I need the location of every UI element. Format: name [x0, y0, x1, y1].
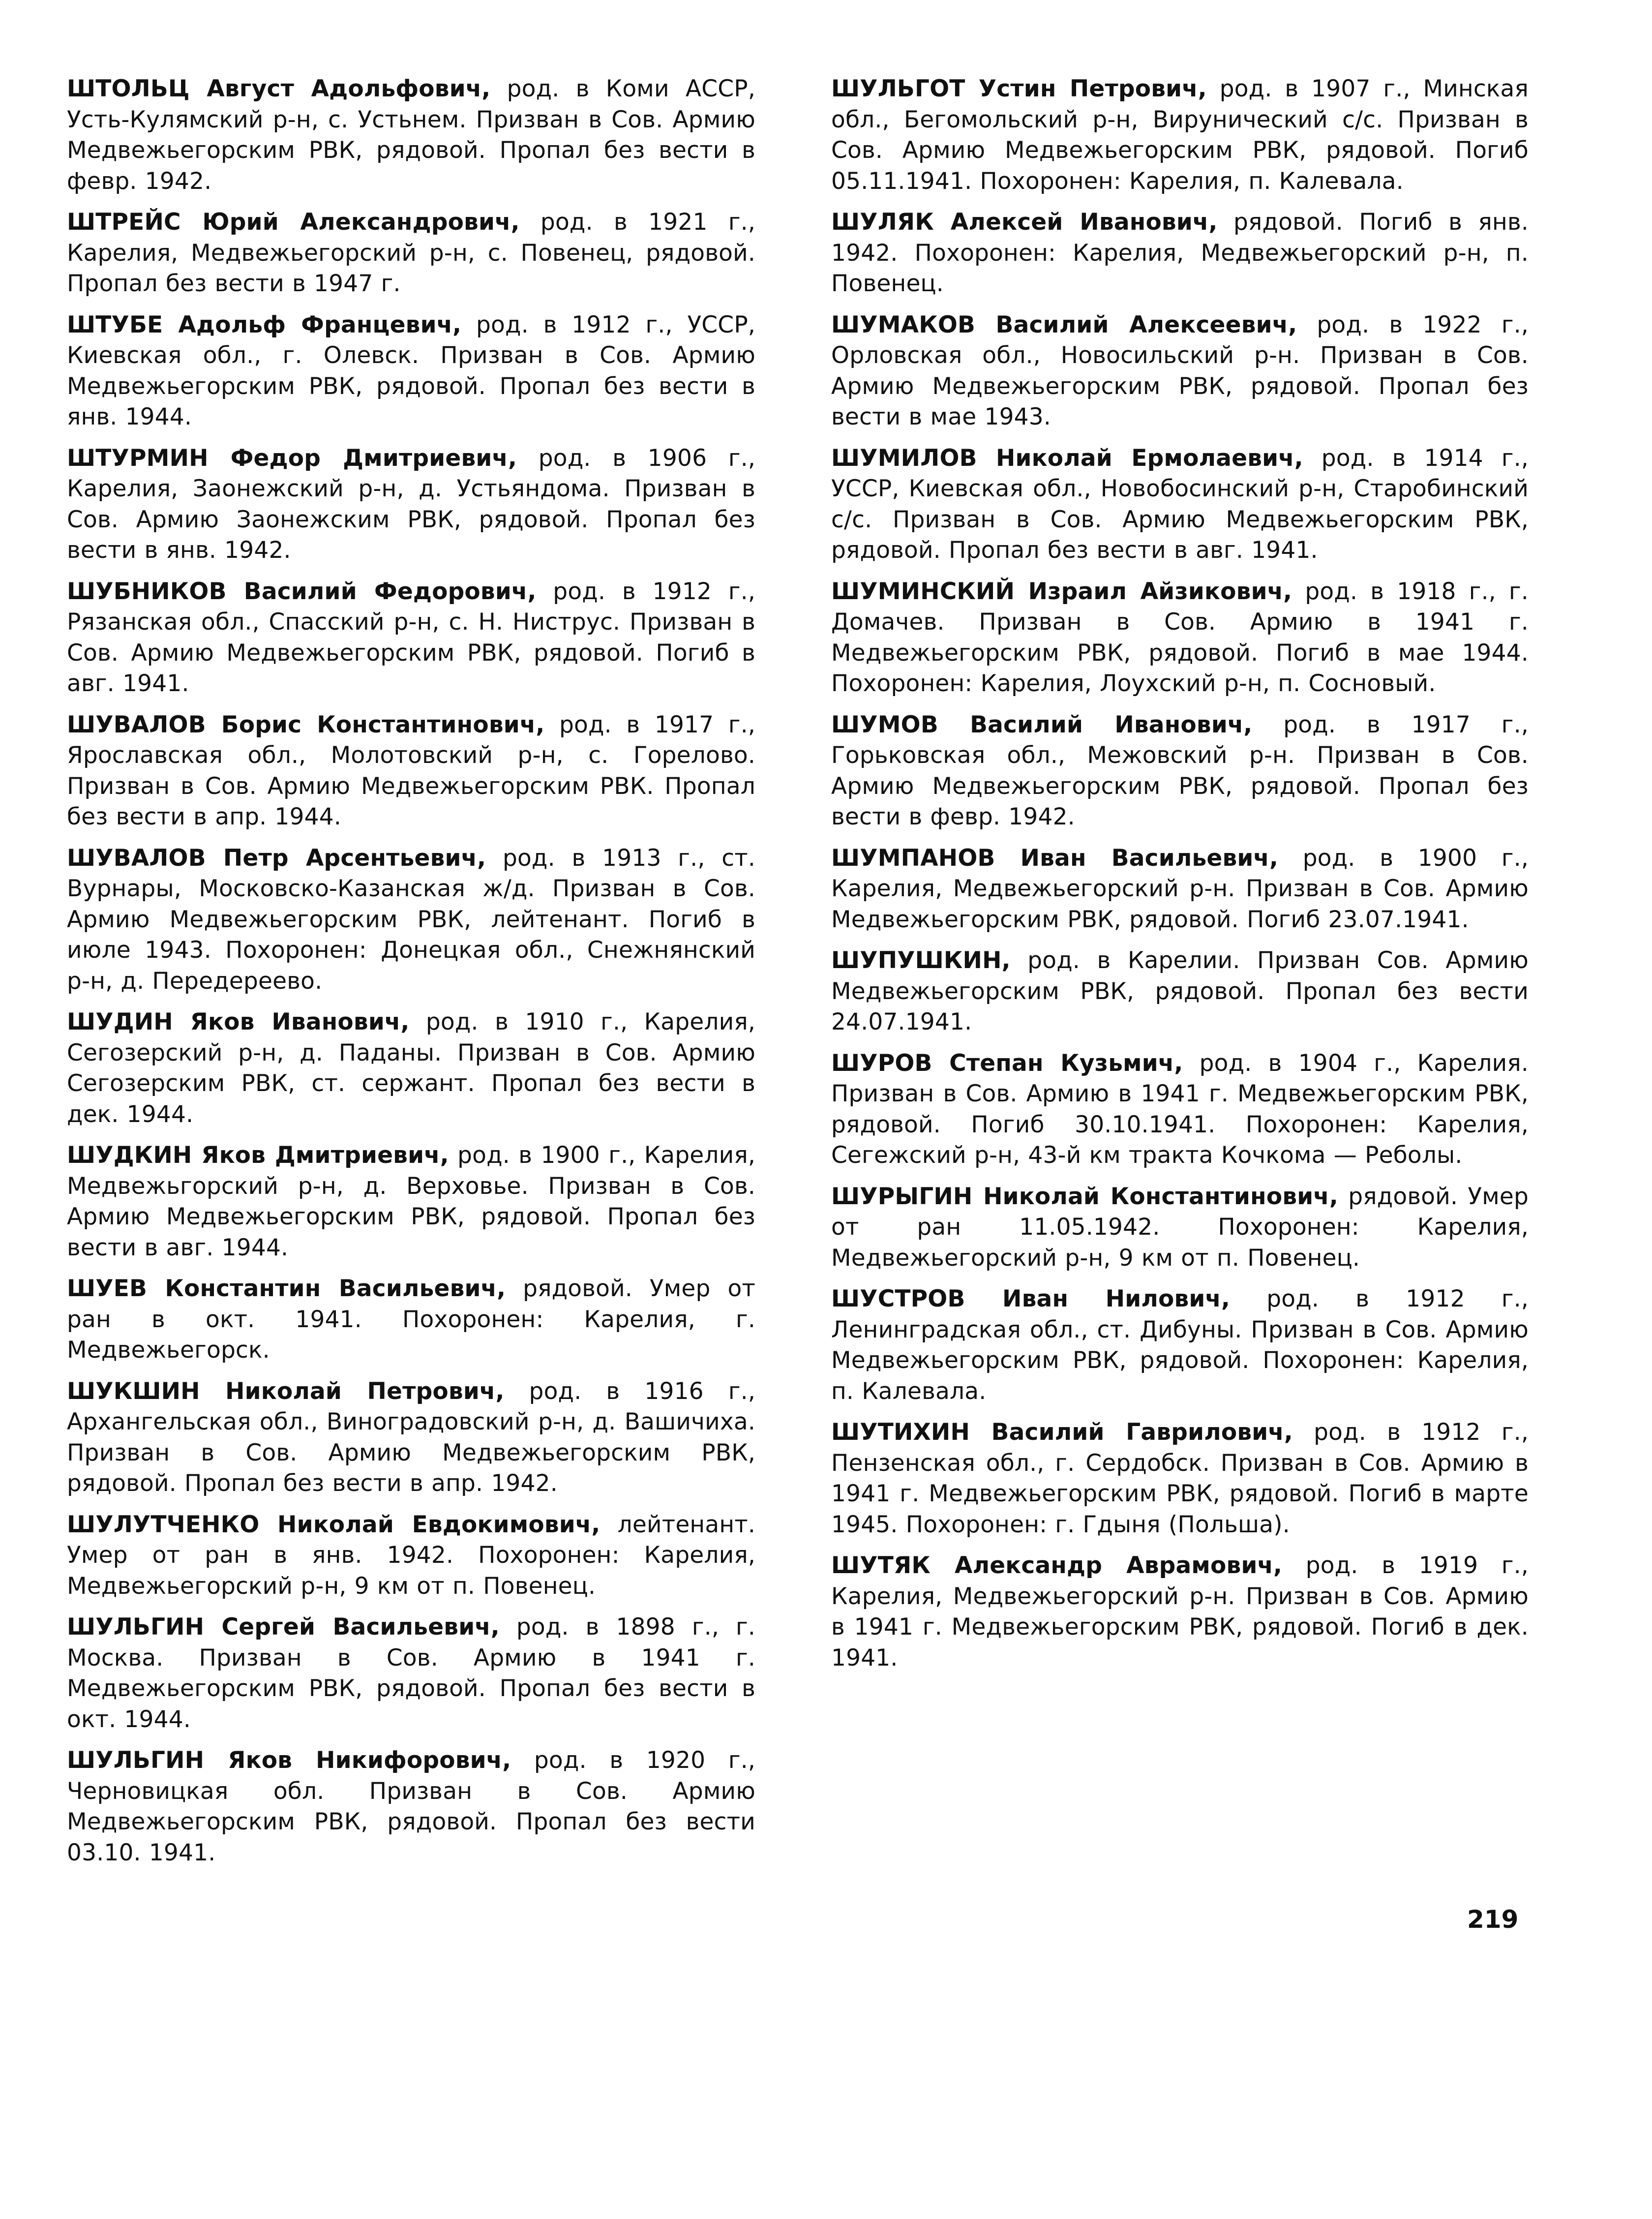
entry-shurygin: [831, 1182, 1529, 1274]
entry-text: рядовой. Погиб в янв. 1942. Похоронен: Карелия, Медвежьегорский р-н, п. Повенец.: [831, 209, 1529, 297]
entry-shulgin-sergei: [67, 1612, 755, 1735]
entry-name: ШУЛЯК Алексей Иванович,: [831, 209, 1218, 236]
entry-text: род. в 1900 г., Карелия, Медвежьгорский р-н, д. Верховье. Призван в Сов. Армию Медвежьегорским РВК, рядовой. Пропал без вести в авг. 1944.: [67, 1142, 756, 1261]
entry-shulgot: [831, 74, 1529, 197]
entry-name: ШУМПАНОВ Иван Васильевич,: [831, 844, 1279, 872]
entry-name: ШТУРМИН Федор Дмитриевич,: [67, 444, 517, 472]
entry-name: ШУЕВ Константин Васильевич,: [67, 1275, 506, 1302]
entry-text: род. в 1900 г., Карелия, Медвежьегорский р-н. Призван в Сов. Армию Медвежьегорским РВК, рядовой. Погиб 23.07.1941.: [831, 844, 1529, 933]
entry-shturmin: [67, 443, 755, 566]
entry-shuminsky: [831, 577, 1529, 699]
entry-name: ШТРЕЙС Юрий Александрович,: [67, 209, 520, 236]
entry-text: рядовой. Умер от ран 11.05.1942. Похоронен: Карелия, Медвежьегорский р-н, 9 км от п. Повенец.: [831, 1183, 1529, 1272]
entry-shuev: [67, 1274, 755, 1366]
entry-shuvalov-boris: [67, 710, 755, 833]
entry-shudkin: [67, 1140, 755, 1263]
entry-text: род. в 1921 г., Карелия, Медвежьегорский р-н, с. Повенец, рядовой. Пропал без вести в 1947 г.: [67, 209, 755, 297]
entry-text: род. в 1922 г., Орловская обл., Новосильский р-н. Призван в Сов. Армию Медвежьегорским РВК, рядовой. Пропал без вести в мае 1943.: [831, 311, 1529, 430]
entry-text: род. в 1904 г., Карелия. Призван в Сов. Армию в 1941 г. Медвежьегорским РВК, рядовой. Погиб 30.10.1941. Похоронен: Карелия, Сегежский р-н, 43-й км тракта Кочкома — Реболы.: [831, 1049, 1529, 1169]
entry-name: ШУТИХИН Василий Гаврилович,: [831, 1419, 1293, 1446]
entry-shtreis: [67, 207, 755, 300]
right-column: [831, 74, 1529, 1684]
entry-name: ШУМИНСКИЙ Израил Айзикович,: [831, 578, 1292, 605]
entry-name: ШУЛЬГИН Сергей Васильевич,: [67, 1613, 500, 1641]
entry-text: лейтенант. Умер от ран в янв. 1942. Похоронен: Карелия, Медвежьегорский р-н, 9 км от п. Повенец.: [67, 1511, 756, 1600]
entry-shulyak: [831, 207, 1529, 300]
entry-shumakov: [831, 310, 1529, 433]
entry-text: род. в 1912 г., Рязанская обл., Спасский р-н, с. Н. Ниструс. Призван в Сов. Армию Медвежьегорским РВК, рядовой. Погиб в авг. 1941.: [67, 578, 755, 697]
entry-name: ШУДИН Яков Иванович,: [67, 1008, 410, 1035]
entry-text: род. в 1919 г., Карелия, Медвежьегорский р-н. Призван в Сов. Армию в 1941 г. Медвежьегорским РВК, рядовой. Погиб в дек. 1941.: [831, 1552, 1529, 1672]
page-number: 219: [1467, 1905, 1519, 1934]
entry-text: род. в 1907 г., Минская обл., Бегомольский р-н, Вирунический с/с. Призван в Сов. Армию Медвежьегорским РВК, рядовой. Погиб 05.11.1941. Похоронен: Карелия, п. Калевала.: [831, 75, 1529, 195]
entry-name: ШУСТРОВ Иван Нилович,: [831, 1285, 1231, 1312]
entry-shurov: [831, 1048, 1529, 1171]
entry-shutikhin: [831, 1417, 1529, 1540]
entry-name: ШУЛУТЧЕНКО Николай Евдокимович,: [67, 1511, 601, 1538]
entry-text: рядовой. Умер от ран в окт. 1941. Похоронен: Карелия, г. Медвежьегорск.: [67, 1275, 755, 1364]
entry-text: род. в 1918 г., г. Домачев. Призван в Сов. Армию в 1941 г. Медвежьегорским РВК, рядовой. Погиб в мае 1944. Похоронен: Карелия, Лоухский р-н, п. Сосновый.: [831, 578, 1529, 697]
entry-text: род. в 1913 г., ст. Вурнары, Московско-Казанская ж/д. Призван в Сов. Армию Медвежьегорским РВК, лейтенант. Погиб в июле 1943. Похоронен: Донецкая обл., Снежнянский р-н, д. Передереево.: [67, 844, 755, 995]
entry-shutyak: [831, 1550, 1529, 1673]
entry-name: ШУМОВ Василий Иванович,: [831, 711, 1253, 738]
entry-shulgin-yakov: [67, 1745, 755, 1868]
entry-name: ШУЛЬГИН Яков Никифорович,: [67, 1747, 511, 1774]
entry-name: ШТОЛЬЦ Август Адольфович,: [67, 75, 491, 102]
entry-shumov: [831, 710, 1529, 833]
entry-shulutchenko: [67, 1510, 755, 1602]
entry-text: род. в 1910 г., Карелия, Сегозерский р-н, д. Паданы. Призван в Сов. Армию Сегозерским РВК, ст. сержант. Пропал без вести в дек. 1944.: [67, 1008, 755, 1128]
entry-shubnikov: [67, 577, 755, 699]
entry-name: ШУВАЛОВ Борис Константинович,: [67, 711, 545, 738]
entry-name: ШУРОВ Степан Кузьмич,: [831, 1049, 1183, 1077]
entry-name: ШУДКИН Яков Дмитриевич,: [67, 1142, 449, 1169]
entry-text: род. в 1917 г., Горьковская обл., Межовский р-н. Призван в Сов. Армию Медвежьегорским РВК, рядовой. Пропал без вести в февр. 1942.: [831, 711, 1529, 830]
entry-shumilov: [831, 443, 1529, 566]
entry-shukshin: [67, 1376, 755, 1499]
entry-text: род. в Карелии. Призван Сов. Армию Медвежьегорским РВК, рядовой. Пропал без вести 24.07.1941.: [831, 947, 1529, 1035]
entry-name: ШУПУШКИН,: [831, 947, 1011, 974]
entry-shuvalov-petr: [67, 843, 755, 997]
entry-name: ШУКШИН Николай Петрович,: [67, 1377, 505, 1405]
entry-shtolts: [67, 74, 755, 197]
entry-name: ШУМАКОВ Василий Алексеевич,: [831, 311, 1297, 338]
entry-text: род. в 1912 г., УССР, Киевская обл., г. Олевск. Призван в Сов. Армию Медвежьегорским РВК, рядовой. Пропал без вести в янв. 1944.: [67, 311, 755, 430]
entry-text: род. в 1920 г., Черновицкая обл. Призван в Сов. Армию Медвежьегорским РВК, рядовой. Пропал без вести 03.10. 1941.: [67, 1747, 755, 1866]
entry-name: ШТУБЕ Адольф Францевич,: [67, 311, 462, 338]
entry-name: ШУБНИКОВ Василий Федорович,: [67, 578, 537, 605]
entry-shumpanov: [831, 843, 1529, 936]
entry-text: род. в 1914 г., УССР, Киевская обл., Новобосинский р-н, Старобинский с/с. Призван в Сов. Армию Медвежьегорским РВК, рядовой. Пропал без вести в авг. 1941.: [831, 444, 1529, 564]
entry-shudin: [67, 1007, 755, 1130]
entry-name: ШУРЫГИН Николай Константинович,: [831, 1183, 1338, 1210]
entry-text: род. в 1898 г., г. Москва. Призван в Сов. Армию в 1941 г. Медвежьегорским РВК, рядовой. Пропал без вести в окт. 1944.: [67, 1613, 756, 1733]
entry-shupushkin: [831, 945, 1529, 1038]
entry-text: род. в Коми АССР, Усть-Кулямский р-н, с. Устьнем. Призван в Сов. Армию Медвежьегорским РВК, рядовой. Пропал без вести в февр. 1942.: [67, 75, 755, 195]
entry-text: род. в 1916 г., Архангельская обл., Виноградовский р-н, д. Вашичиха. Призван в Сов. Армию Медвежьегорским РВК, рядовой. Пропал без вести в апр. 1942.: [67, 1377, 755, 1497]
entry-name: ШУВАЛОВ Петр Арсентьевич,: [67, 844, 486, 872]
entry-name: ШУТЯК Александр Аврамович,: [831, 1552, 1283, 1579]
entry-shustrov: [831, 1284, 1529, 1407]
entry-text: род. в 1906 г., Карелия, Заонежский р-н, д. Устьяндома. Призван в Сов. Армию Заонежским РВК, рядовой. Пропал без вести в янв. 1942.: [67, 444, 755, 564]
entry-text: род. в 1912 г., Ленинградская обл., ст. Дибуны. Призван в Сов. Армию Медвежьегорским РВК, рядовой. Похоронен: Карелия, п. Калевала.: [831, 1285, 1529, 1405]
entry-text: род. в 1917 г., Ярославская обл., Молотовский р-н, с. Горелово. Призван в Сов. Армию Медвежьегорским РВК. Пропал без вести в апр. 1944.: [67, 711, 755, 830]
left-column: [67, 74, 755, 1879]
entry-name: ШУМИЛОВ Николай Ермолаевич,: [831, 444, 1303, 472]
entry-shtube: [67, 310, 755, 433]
entry-text: род. в 1912 г., Пензенская обл., г. Сердобск. Призван в Сов. Армию в 1941 г. Медвежьегорским РВК, рядовой. Погиб в марте 1945. Похоронен: г. Гдыня (Польша).: [831, 1419, 1529, 1538]
entry-name: ШУЛЬГОТ Устин Петрович,: [831, 75, 1207, 102]
